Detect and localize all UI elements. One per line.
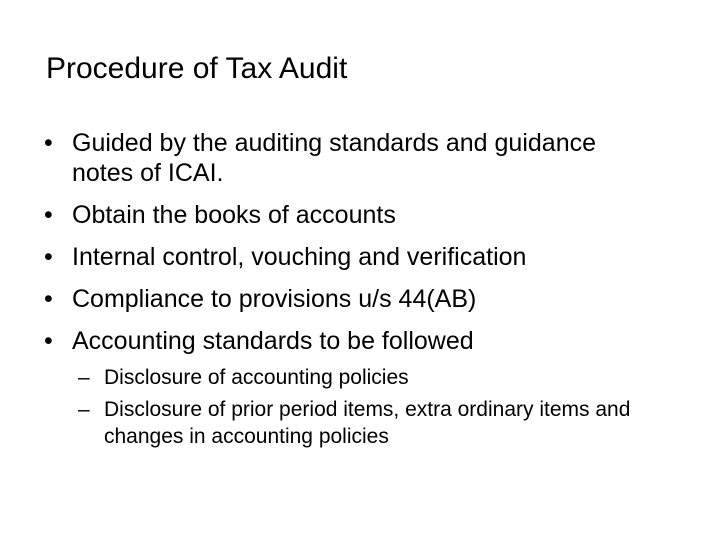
bullet-text: Accounting standards to be followed <box>72 327 474 355</box>
bullet-text: Guided by the auditing standards and guidance notes of ICAI. <box>72 129 596 187</box>
sub-bullet-dash: – <box>78 366 90 389</box>
bullet-item <box>0 242 632 272</box>
slide-title: Procedure of Tax Audit <box>46 52 348 85</box>
bullet-item <box>0 284 632 314</box>
bullet-dot: • <box>44 129 53 157</box>
bullet-dot: • <box>44 285 53 313</box>
bullet-item <box>0 128 632 188</box>
bullet-item <box>0 200 632 230</box>
bullet-text: Compliance to provisions u/s 44(AB) <box>72 285 477 313</box>
sub-bullet-text: Disclosure of accounting policies <box>104 366 409 389</box>
bullet-dot: • <box>44 243 53 271</box>
bullet-text: Internal control, vouching and verification <box>72 243 527 271</box>
sub-bullet-dash: – <box>78 398 90 421</box>
bullet-text: Obtain the books of accounts <box>72 201 396 229</box>
bullet-item <box>0 326 632 450</box>
sub-bullet-item <box>0 396 644 450</box>
bullet-dot: • <box>44 327 53 355</box>
bullet-list <box>0 128 720 462</box>
sub-bullet-text: Disclosure of prior period items, extra ordinary items and changes in accounting policies <box>104 398 631 448</box>
bullet-dot: • <box>44 201 53 229</box>
sub-bullet-item <box>0 364 644 391</box>
sub-bullet-list <box>0 364 632 450</box>
